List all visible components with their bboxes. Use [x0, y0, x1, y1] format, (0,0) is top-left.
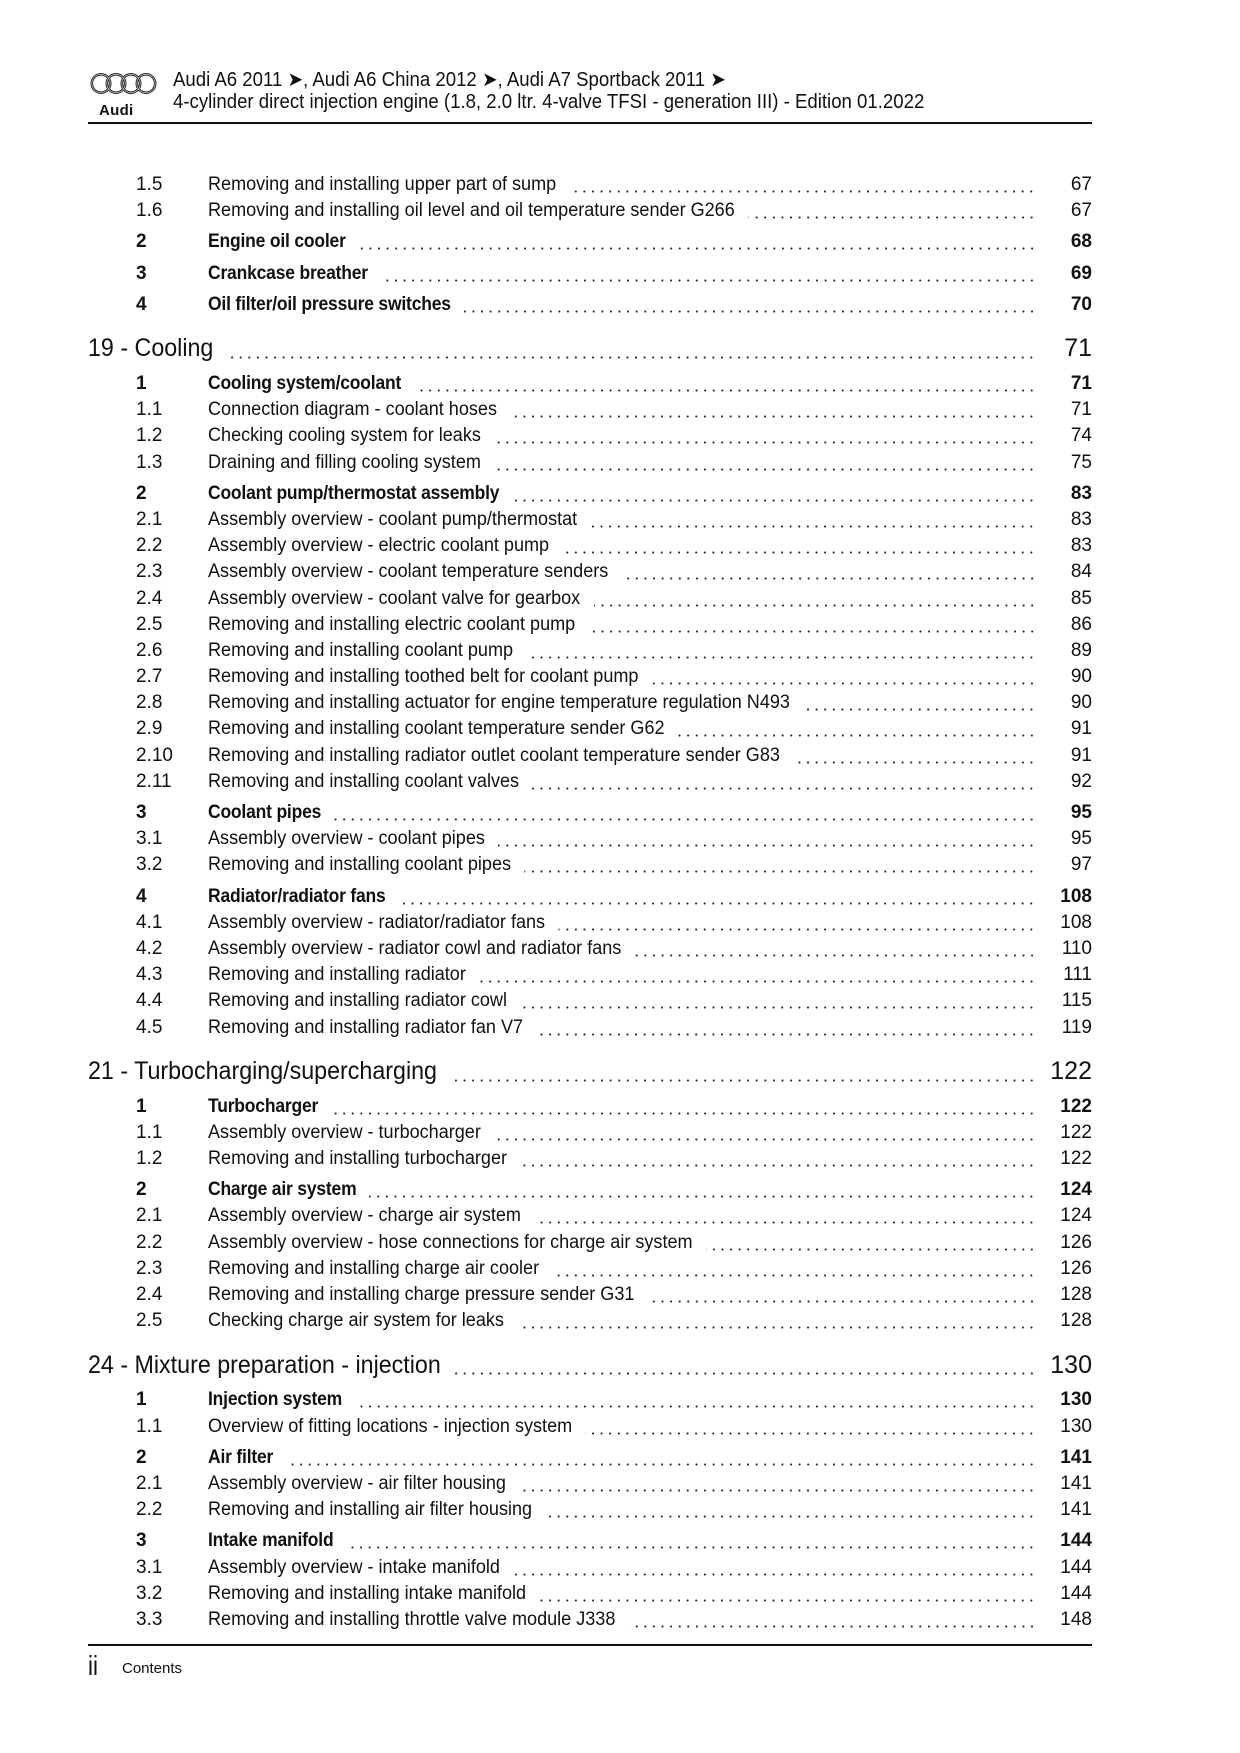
dot-leader	[748, 216, 1036, 219]
toc-entry-page[interactable]: 130	[1060, 1389, 1092, 1411]
dot-leader	[494, 1138, 1036, 1141]
toc-entry-row[interactable]	[88, 198, 1092, 224]
toc-entry-title[interactable]: Assembly overview - air filter housing	[208, 1473, 519, 1495]
toc-entry-page[interactable]: 97	[1070, 854, 1092, 876]
toc-entry-page[interactable]: 69	[1070, 262, 1092, 284]
toc-entry-title[interactable]: Air filter	[208, 1447, 286, 1469]
dot-leader	[532, 787, 1036, 790]
toc-chapter-row[interactable]	[88, 1348, 1092, 1382]
toc-entry-page[interactable]: 108	[1060, 885, 1092, 907]
toc-entry-row[interactable]	[88, 743, 1092, 769]
toc-section-row[interactable]	[88, 229, 1092, 255]
toc-chapter-row[interactable]	[88, 332, 1092, 366]
toc-entry-number: 2.2	[136, 535, 163, 557]
toc-entry-row[interactable]	[88, 1282, 1092, 1308]
toc-entry-number: 1.2	[136, 425, 163, 447]
toc-entry-number: 4.1	[136, 911, 163, 933]
dot-leader	[359, 247, 1036, 250]
toc-entry-number: 2.2	[136, 1231, 163, 1253]
toc-entry-title[interactable]: Removing and installing electric coolant pump	[208, 614, 589, 636]
toc-entry-number: 1.1	[136, 1415, 163, 1437]
toc-entry-number: 3.3	[136, 1608, 163, 1630]
toc-entry-number: 1	[136, 1095, 147, 1117]
toc-entry-number: 2.7	[136, 666, 163, 688]
toc-entry-page[interactable]: 108	[1060, 911, 1092, 933]
toc-entry-title[interactable]: 21 - Turbocharging/supercharging	[88, 1057, 450, 1086]
toc-entry-title[interactable]: Removing and installing toothed belt for coolant pump	[208, 666, 652, 688]
toc-entry-number: 2.11	[136, 770, 172, 792]
toc-entry-number: 2.1	[136, 508, 163, 530]
toc-entry-page[interactable]: 111	[1063, 964, 1092, 986]
dot-leader	[454, 1372, 1036, 1375]
toc-entry-page[interactable]: 141	[1060, 1499, 1092, 1521]
toc-entry-number: 4.4	[136, 990, 163, 1012]
header-models: Audi A6 2011 ➤, Audi A6 China 2012 ➤, Audi A7 Sportback 2011 ➤	[173, 69, 726, 91]
toc-entry-title[interactable]: Removing and installing oil level and oil temperature sender G266	[208, 200, 748, 222]
toc-entry-page[interactable]: 70	[1070, 293, 1092, 315]
toc-section-row[interactable]	[88, 1445, 1092, 1471]
toc-entry-page[interactable]: 83	[1070, 508, 1092, 530]
toc-entry-title[interactable]: Removing and installing air filter housing	[208, 1499, 545, 1521]
toc-entry-page[interactable]: 126	[1060, 1257, 1092, 1279]
toc-entry-title[interactable]: Engine oil cooler	[208, 231, 359, 253]
toc-entry-row[interactable]	[88, 423, 1092, 449]
dot-leader	[494, 441, 1036, 444]
table-of-contents	[88, 172, 1092, 1633]
toc-entry-title[interactable]: Assembly overview - hose connections for charge air system	[208, 1232, 706, 1254]
toc-entry-row[interactable]	[88, 1581, 1092, 1607]
dot-leader	[589, 630, 1036, 633]
dot-leader	[793, 761, 1036, 764]
toc-entry-number: 2.4	[136, 1284, 163, 1306]
audi-logo	[90, 72, 160, 119]
toc-entry-row[interactable]	[88, 559, 1092, 585]
toc-entry-title[interactable]: Removing and installing charge air cooler	[208, 1258, 552, 1280]
toc-entry-title[interactable]: Coolant pump/thermostat assembly	[208, 483, 512, 505]
toc-entry-page[interactable]: 128	[1060, 1310, 1092, 1332]
toc-entry-number: 4.2	[136, 937, 163, 959]
toc-section-row[interactable]	[88, 884, 1092, 910]
toc-entry-row[interactable]	[88, 1203, 1092, 1229]
toc-entry-title[interactable]: Assembly overview - coolant pipes	[208, 828, 498, 850]
toc-entry-title[interactable]: Intake manifold	[208, 1530, 346, 1552]
toc-entry-page[interactable]: 68	[1070, 231, 1092, 253]
toc-section-row[interactable]	[88, 481, 1092, 507]
toc-entry-number: 2	[136, 1179, 147, 1201]
dot-leader	[539, 1599, 1036, 1602]
toc-entry-title[interactable]: Checking cooling system for leaks	[208, 425, 494, 447]
toc-entry-title[interactable]: Assembly overview - radiator/radiator fans	[208, 912, 558, 934]
toc-entry-title[interactable]: Removing and installing coolant temperature sender G62	[208, 718, 678, 740]
header-engine-edition: 4-cylinder direct injection engine (1.8, 2.0 ltr. 4-valve TFSI - generation III) - Edition 01.2022	[173, 91, 925, 113]
toc-entry-row[interactable]	[88, 533, 1092, 559]
toc-entry-number: 1.5	[136, 174, 163, 196]
toc-section-row[interactable]	[88, 371, 1092, 397]
dot-leader	[524, 870, 1036, 873]
dot-leader	[803, 708, 1036, 711]
toc-entry-row[interactable]	[88, 690, 1092, 716]
toc-entry-row[interactable]	[88, 1014, 1092, 1040]
toc-entry-number: 1.6	[136, 200, 163, 222]
toc-entry-page[interactable]: 90	[1070, 692, 1092, 714]
dot-leader	[545, 1515, 1036, 1518]
toc-entry-row[interactable]	[88, 852, 1092, 878]
toc-entry-number: 2.5	[136, 1310, 163, 1332]
toc-entry-row[interactable]	[88, 450, 1092, 476]
toc-entry-number: 3.2	[136, 854, 163, 876]
toc-entry-row[interactable]	[88, 1256, 1092, 1282]
header-divider	[88, 122, 1092, 124]
toc-entry-row[interactable]	[88, 1554, 1092, 1580]
toc-entry-page[interactable]: 115	[1061, 990, 1092, 1012]
toc-entry-title[interactable]: Removing and installing throttle valve module J338	[208, 1609, 629, 1631]
toc-entry-row[interactable]	[88, 769, 1092, 795]
dot-leader	[346, 1546, 1036, 1549]
toc-entry-row[interactable]	[88, 585, 1092, 611]
toc-entry-page[interactable]: 91	[1070, 718, 1092, 740]
toc-entry-page[interactable]: 126	[1060, 1231, 1092, 1253]
toc-section-row[interactable]	[88, 1528, 1092, 1554]
toc-entry-row[interactable]	[88, 1120, 1092, 1146]
toc-entry-number: 1.1	[136, 1121, 163, 1143]
toc-entry-number: 3.2	[136, 1582, 163, 1604]
toc-entry-title[interactable]: Removing and installing turbocharger	[208, 1148, 520, 1170]
toc-entry-number: 4	[136, 885, 147, 907]
toc-entry-title[interactable]: Removing and installing upper part of sump	[208, 174, 569, 196]
dot-leader	[519, 1489, 1036, 1492]
dot-leader	[534, 1221, 1036, 1224]
toc-entry-number: 2.5	[136, 613, 163, 635]
dot-leader	[286, 1463, 1036, 1466]
toc-entry-number: 2.10	[136, 744, 173, 766]
toc-entry-page[interactable]: 67	[1070, 174, 1092, 196]
toc-entry-row[interactable]	[88, 962, 1092, 988]
toc-entry-row[interactable]	[88, 1471, 1092, 1497]
toc-entry-row[interactable]	[88, 507, 1092, 533]
toc-entry-title[interactable]: Removing and installing coolant pipes	[208, 854, 524, 876]
toc-entry-page[interactable]: 92	[1070, 770, 1092, 792]
dot-leader	[585, 1432, 1036, 1435]
dot-leader	[369, 1195, 1036, 1198]
toc-entry-row[interactable]	[88, 1497, 1092, 1523]
toc-entry-title[interactable]: Removing and installing actuator for engine temperature regulation N493	[208, 692, 803, 714]
toc-entry-title[interactable]: Checking charge air system for leaks	[208, 1310, 517, 1332]
toc-entry-title[interactable]: Connection diagram - coolant hoses	[208, 399, 510, 421]
toc-entry-title[interactable]: Removing and installing intake manifold	[208, 1583, 539, 1605]
toc-entry-number: 3	[136, 1530, 147, 1552]
toc-entry-row[interactable]	[88, 826, 1092, 852]
audi-wordmark: Audi	[99, 102, 134, 119]
toc-chapter-row[interactable]	[88, 1055, 1092, 1089]
toc-entry-page[interactable]: 144	[1060, 1556, 1092, 1578]
dot-leader	[629, 1625, 1036, 1628]
toc-entry-page[interactable]: 148	[1060, 1608, 1092, 1630]
dot-leader	[414, 389, 1036, 392]
toc-entry-page[interactable]: 122	[1060, 1121, 1092, 1143]
toc-entry-title[interactable]: Radiator/radiator fans	[208, 886, 398, 908]
toc-entry-number: 2	[136, 231, 147, 253]
toc-entry-number: 2.9	[136, 718, 163, 740]
toc-entry-page[interactable]: 124	[1060, 1179, 1092, 1201]
toc-entry-number: 4.5	[136, 1016, 163, 1038]
dot-leader	[648, 1300, 1036, 1303]
toc-entry-row[interactable]	[88, 936, 1092, 962]
toc-entry-page[interactable]: 122	[1060, 1148, 1092, 1170]
toc-entry-title[interactable]: Assembly overview - radiator cowl and radiator fans	[208, 938, 635, 960]
toc-entry-row[interactable]	[88, 1146, 1092, 1172]
toc-entry-page[interactable]: 122	[1050, 1057, 1092, 1086]
toc-entry-title[interactable]: Assembly overview - electric coolant pump	[208, 535, 562, 557]
dot-leader	[520, 1164, 1036, 1167]
toc-entry-number: 1	[136, 1389, 147, 1411]
toc-entry-row[interactable]	[88, 664, 1092, 690]
toc-entry-page[interactable]: 75	[1070, 451, 1092, 473]
toc-entry-number: 2.2	[136, 1499, 163, 1521]
dot-leader	[498, 844, 1036, 847]
audi-rings-icon	[90, 72, 160, 96]
toc-entry-page[interactable]: 119	[1061, 1016, 1092, 1038]
toc-entry-title[interactable]: Charge air system	[208, 1179, 369, 1201]
toc-entry-page[interactable]: 90	[1070, 666, 1092, 688]
toc-section-row[interactable]	[88, 1387, 1092, 1413]
toc-entry-page[interactable]: 71	[1070, 399, 1092, 421]
toc-entry-page[interactable]: 84	[1070, 561, 1092, 583]
toc-section-row[interactable]	[88, 1094, 1092, 1120]
toc-entry-number: 1	[136, 373, 147, 395]
toc-entry-number: 3	[136, 262, 147, 284]
dot-leader	[558, 928, 1036, 931]
toc-entry-number: 2.4	[136, 587, 163, 609]
toc-entry-number: 3	[136, 802, 147, 824]
toc-entry-page[interactable]: 144	[1060, 1530, 1092, 1552]
dot-leader	[526, 656, 1036, 659]
dot-leader	[355, 1405, 1036, 1408]
toc-entry-page[interactable]: 130	[1050, 1350, 1092, 1379]
toc-entry-number: 2.1	[136, 1472, 163, 1494]
dot-leader	[706, 1248, 1036, 1251]
toc-entry-row[interactable]	[88, 1230, 1092, 1256]
toc-entry-number: 1.3	[136, 451, 163, 473]
toc-entry-title[interactable]: Assembly overview - charge air system	[208, 1205, 534, 1227]
toc-entry-title[interactable]: Oil filter/oil pressure switches	[208, 294, 464, 316]
toc-entry-row[interactable]	[88, 1607, 1092, 1633]
dot-leader	[479, 980, 1036, 983]
toc-entry-number: 1.2	[136, 1148, 163, 1170]
toc-entry-number: 3.1	[136, 1556, 163, 1578]
toc-entry-page[interactable]: 122	[1060, 1095, 1092, 1117]
dot-leader	[464, 310, 1036, 313]
toc-entry-row[interactable]	[88, 172, 1092, 198]
toc-section-row[interactable]	[88, 800, 1092, 826]
toc-entry-page[interactable]: 110	[1061, 937, 1092, 959]
toc-entry-number: 4	[136, 293, 147, 315]
toc-entry-number: 2.8	[136, 692, 163, 714]
toc-entry-title[interactable]: Overview of fitting locations - injection system	[208, 1416, 585, 1438]
toc-entry-row[interactable]	[88, 716, 1092, 742]
dot-leader	[494, 468, 1036, 471]
toc-entry-page[interactable]: 67	[1070, 200, 1092, 222]
dot-leader	[512, 499, 1036, 502]
toc-entry-title[interactable]: Assembly overview - coolant temperature senders	[208, 561, 622, 583]
toc-entry-page[interactable]: 83	[1070, 482, 1092, 504]
toc-entry-page[interactable]: 124	[1060, 1205, 1092, 1227]
toc-entry-title[interactable]: Draining and filling cooling system	[208, 452, 494, 474]
footer-section-label: Contents	[122, 1660, 183, 1677]
toc-section-row[interactable]	[88, 292, 1092, 318]
footer-divider	[88, 1644, 1092, 1646]
dot-leader	[226, 356, 1036, 359]
dot-leader	[450, 1079, 1036, 1082]
dot-leader	[334, 818, 1036, 821]
dot-leader	[552, 1274, 1036, 1277]
toc-entry-title[interactable]: Removing and installing radiator	[208, 964, 479, 986]
toc-entry-row[interactable]	[88, 638, 1092, 664]
toc-entry-title[interactable]: Removing and installing radiator cowl	[208, 990, 520, 1012]
toc-entry-title[interactable]: 19 - Cooling	[88, 334, 226, 363]
toc-entry-title[interactable]: Removing and installing radiator outlet coolant temperature sender G83	[208, 745, 793, 767]
toc-entry-title[interactable]: Coolant pipes	[208, 802, 334, 824]
toc-section-row[interactable]	[88, 1177, 1092, 1203]
toc-entry-number: 2.3	[136, 1257, 163, 1279]
dot-leader	[562, 551, 1036, 554]
toc-entry-title[interactable]: Injection system	[208, 1389, 355, 1411]
toc-entry-number: 2	[136, 1446, 147, 1468]
toc-entry-number: 1.1	[136, 399, 163, 421]
toc-entry-page[interactable]: 128	[1060, 1284, 1092, 1306]
toc-entry-number: 2.3	[136, 561, 163, 583]
toc-entry-title[interactable]: Assembly overview - coolant pump/thermostat	[208, 509, 590, 531]
dot-leader	[331, 1112, 1036, 1115]
dot-leader	[536, 1033, 1036, 1036]
toc-entry-page[interactable]: 95	[1070, 828, 1092, 850]
dot-leader	[517, 1326, 1036, 1329]
dot-leader	[510, 415, 1036, 418]
toc-entry-number: 4.3	[136, 964, 163, 986]
toc-entry-title[interactable]: Assembly overview - turbocharger	[208, 1122, 494, 1144]
toc-entry-page[interactable]: 91	[1070, 744, 1092, 766]
toc-entry-page[interactable]: 71	[1070, 373, 1092, 395]
dot-leader	[652, 682, 1036, 685]
page-header	[88, 66, 1092, 124]
toc-entry-page[interactable]: 86	[1070, 613, 1092, 635]
toc-entry-row[interactable]	[88, 612, 1092, 638]
toc-entry-page[interactable]: 95	[1070, 802, 1092, 824]
dot-leader	[513, 1573, 1036, 1576]
toc-entry-page[interactable]: 144	[1060, 1582, 1092, 1604]
toc-entry-page[interactable]: 85	[1070, 587, 1092, 609]
toc-entry-title[interactable]: Removing and installing charge pressure sender G31	[208, 1284, 648, 1306]
toc-entry-title[interactable]: Removing and installing coolant pump	[208, 640, 526, 662]
toc-entry-page[interactable]: 141	[1060, 1446, 1092, 1468]
toc-entry-title[interactable]: Removing and installing radiator fan V7	[208, 1017, 536, 1039]
toc-entry-page[interactable]: 141	[1060, 1472, 1092, 1494]
toc-entry-row[interactable]	[88, 1414, 1092, 1440]
toc-entry-title[interactable]: Cooling system/coolant	[208, 373, 414, 395]
toc-entry-row[interactable]	[88, 397, 1092, 423]
footer-page-number: ii	[88, 1650, 98, 1681]
toc-entry-title[interactable]: Turbocharger	[208, 1096, 331, 1118]
dot-leader	[622, 577, 1036, 580]
toc-entry-title[interactable]: Crankcase breather	[208, 263, 381, 285]
dot-leader	[381, 279, 1036, 282]
toc-entry-title[interactable]: Assembly overview - coolant valve for gearbox	[208, 588, 594, 610]
dot-leader	[569, 190, 1036, 193]
toc-entry-page[interactable]: 130	[1060, 1415, 1092, 1437]
toc-entry-number: 2.1	[136, 1205, 163, 1227]
toc-entry-title[interactable]: 24 - Mixture preparation - injection	[88, 1351, 454, 1380]
toc-entry-row[interactable]	[88, 988, 1092, 1014]
toc-entry-title[interactable]: Assembly overview - intake manifold	[208, 1557, 513, 1579]
dot-leader	[398, 902, 1036, 905]
toc-entry-row[interactable]	[88, 1308, 1092, 1334]
dot-leader	[520, 1006, 1036, 1009]
toc-entry-row[interactable]	[88, 910, 1092, 936]
toc-entry-page[interactable]: 89	[1070, 639, 1092, 661]
toc-entry-number: 3.1	[136, 828, 163, 850]
toc-entry-title[interactable]: Removing and installing coolant valves	[208, 771, 532, 793]
toc-entry-page[interactable]: 71	[1064, 334, 1092, 363]
toc-entry-page[interactable]: 83	[1070, 535, 1092, 557]
dot-leader	[678, 734, 1036, 737]
toc-entry-number: 2	[136, 482, 147, 504]
toc-entry-number: 2.6	[136, 639, 163, 661]
toc-entry-page[interactable]: 74	[1070, 425, 1092, 447]
toc-section-row[interactable]	[88, 261, 1092, 287]
dot-leader	[635, 954, 1036, 957]
dot-leader	[594, 604, 1037, 607]
dot-leader	[590, 525, 1036, 528]
